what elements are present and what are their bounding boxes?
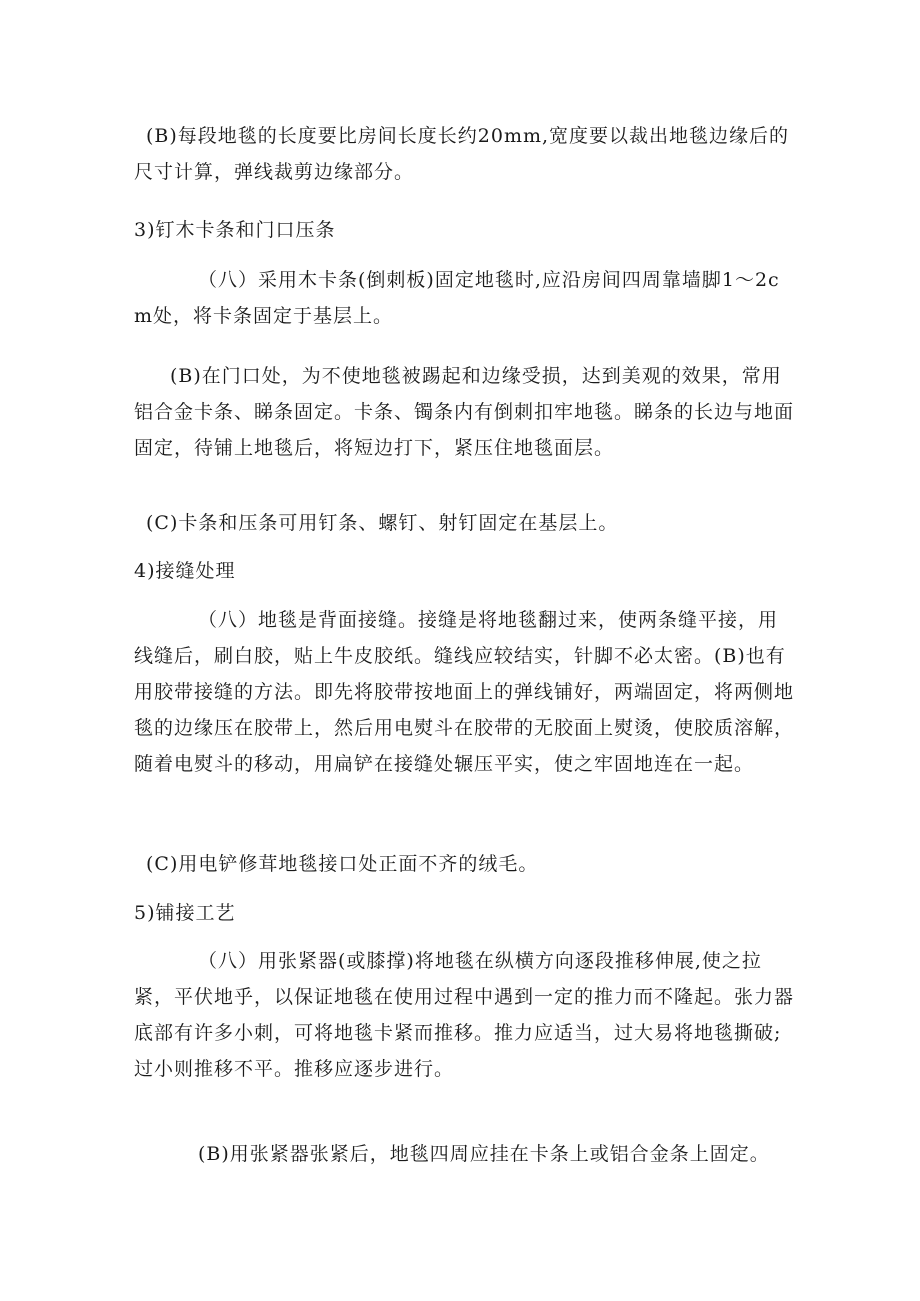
paragraph-b-fix-edges: (B)用张紧器张紧后，地毯四周应挂在卡条上或铝合金条上固定。 — [198, 1143, 770, 1165]
paragraph-b-carpet-length: (B)每段地毯的长度要比房间长度长约20mm,宽度要以裁出地毯边缘后的尺寸计算，弹线裁剪边缘部分。 — [134, 125, 790, 183]
paragraph-a-back-seam: （八）地毯是背面接缝。接缝是将地毯翻过来，使两条缝平接，用线缝后，刷白胶，贴上牛皮胶纸。缝线应较结实，针脚不必太密。(B)也有用胶带接缝的方法。即先将胶带按地面上的弹线铺好，两端固定，将两侧地毯的边缘压在胶带上，然后用电熨斗在胶带的无胶面上熨烫，使胶质溶解，随着电熨斗的移动，用扁铲在接缝处辗压平实，使之牢固地连在一起。 — [134, 609, 795, 775]
paragraph-c-fixing: (C)卡条和压条可用钉条、螺钉、射钉固定在基层上。 — [146, 512, 619, 534]
paragraph-a-wood-strip: （八）采用木卡条(倒刺板)固定地毯时,应沿房间四周靠墙脚1～2cm处，将卡条固定于基层上。 — [134, 269, 780, 327]
paragraph-c-trim-pile: (C)用电铲修茸地毯接口处正面不齐的绒毛。 — [146, 853, 539, 875]
heading-nailing-strips: 3)钉木卡条和门口压条 — [134, 219, 336, 241]
paragraph-b-door-strip: (B)在门口处，为不使地毯被踢起和边缘受损，达到美观的效果，常用铝合金卡条、睇条固定。卡条、镯条内有倒刺扣牢地毯。睇条的长边与地面固定，待铺上地毯后，将短边打下，紧压住地毯面层。 — [134, 365, 795, 459]
heading-seam-treatment: 4)接缝处理 — [134, 560, 236, 582]
heading-laying-process: 5)铺接工艺 — [134, 902, 236, 924]
paragraph-a-stretcher: （八）用张紧器(或膝撑)将地毯在纵横方向逐段推移伸展,使之拉紧，平伏地乎，以保证地毯在使用过程中遇到一定的推力而不隆起。张力器底部有许多小刺，可将地毯卡紧而推移。推力应适当，过大易将地毯撕破;过小则推移不平。推移应逐步进行。 — [134, 950, 795, 1080]
